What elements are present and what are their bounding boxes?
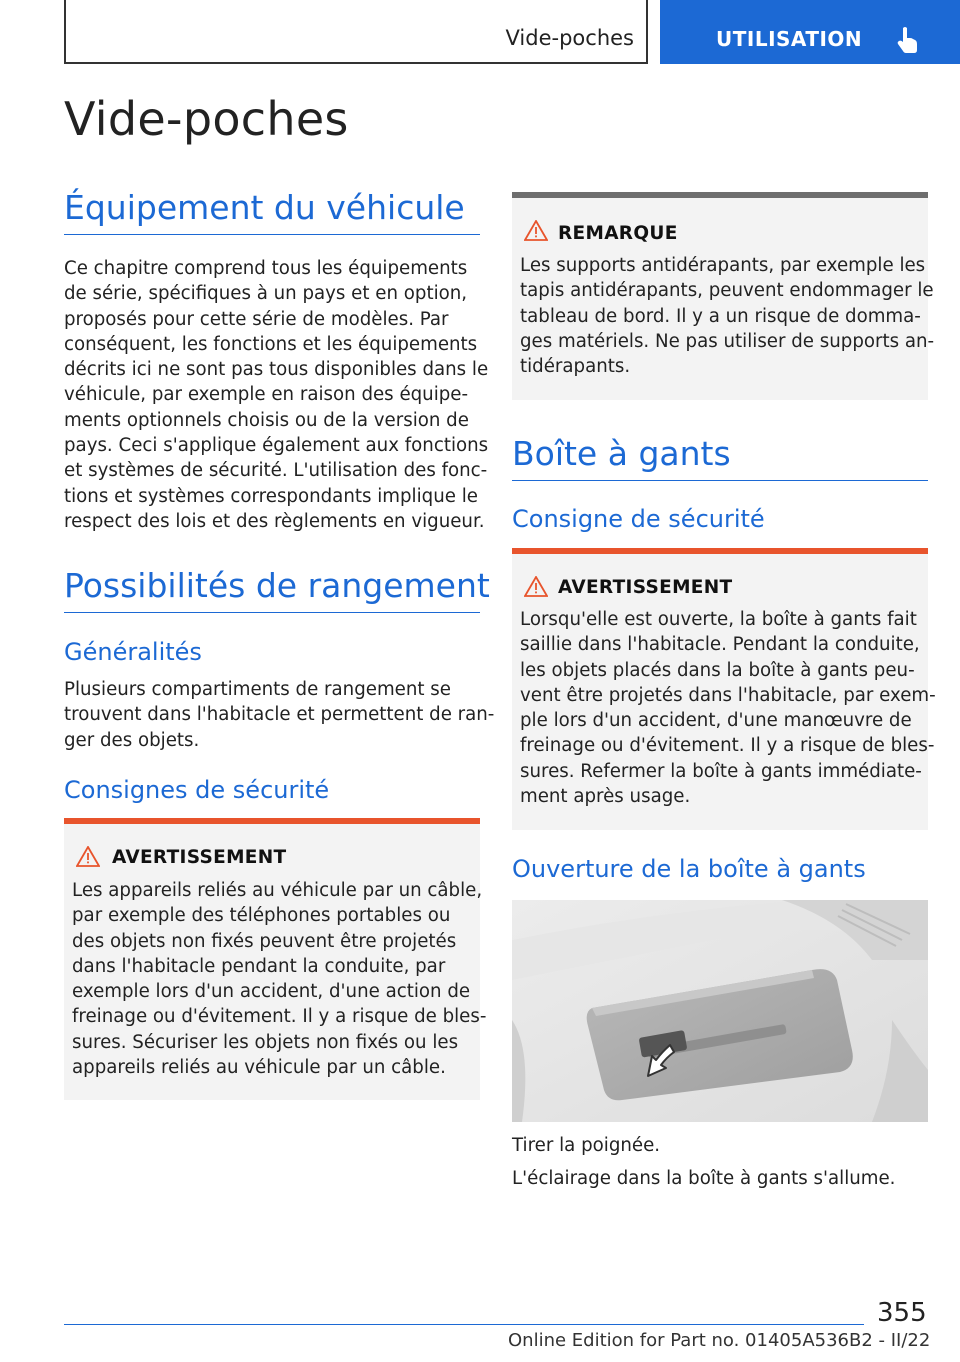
header-chapter-tab[interactable] (660, 0, 960, 64)
warning-title: AVERTISSEMENT (558, 577, 733, 598)
warning-bar (64, 818, 480, 824)
page-number: 355 (877, 1298, 927, 1328)
warning-triangle-icon (76, 846, 100, 867)
warning-text: Lorsqu'elle est ouverte, la boîte à gants fait saillie dans l'habitacle. Pendant la conduite, les objets placés dans la boîte à gants peu- vent être projetés dans l'habitacle, par exem- ple lors d'un accident, d'une manœuvre de freinage ou d'évitement. Il y a risque de bles- sures. Refermer la boîte à gants immédiate- ment après usage. (520, 609, 936, 808)
heading-boite: Boîte à gants (512, 434, 731, 473)
footer-rule (64, 1324, 864, 1325)
glovebox-illustration (512, 900, 928, 1122)
warning-box-right (512, 548, 936, 830)
heading-consigne: Consigne de sécurité (512, 505, 765, 533)
heading-rule (64, 612, 480, 613)
heading-rule (512, 480, 928, 481)
heading-consignes: Consignes de sécurité (64, 776, 330, 804)
heading-ouverture: Ouverture de la boîte à gants (512, 855, 866, 883)
warning-title: AVERTISSEMENT (112, 847, 287, 868)
remarque-box (512, 192, 935, 400)
heading-rangement: Possibilités de rangement (64, 566, 490, 605)
step-1: Tirer la poignée. (512, 1135, 661, 1156)
footer-edition: Online Edition for Part no. 01405A536B2 - II/22 (508, 1330, 931, 1351)
equipement-paragraph: Ce chapitre comprend tous les équipements de série, spécifiques à un pays et en option, proposés pour cette série de modèles. Par conséquent, les fonctions et les équipements décrits ici ne sont pas tous disponibles dans le véhicule, par exemple en raison des équipe- ments optionnels choisis ou de la version de pays. Ceci s'applique également aux fonctions et systèmes de sécurité. L'utilisation des fonc- tions et systèmes correspondants implique le respect des lois et des règlements en vigueur. (64, 258, 489, 532)
warning-triangle-icon (524, 220, 548, 241)
warning-box-left (64, 818, 487, 1100)
header-section-title: Vide-poches (505, 26, 634, 50)
header-chapter-label: UTILISATION (716, 27, 863, 51)
remarque-title: REMARQUE (558, 223, 678, 244)
heading-equipement: Équipement du véhicule (64, 188, 465, 227)
warning-text: Les appareils reliés au véhicule par un câble, par exemple des téléphones portables ou des objets non fixés peuvent être projetés dans l'habitacle pendant la conduite, par exemple lors d'un accident, d'une action de freinage ou d'évitement. Il y a risque de bles- sures. Sécuriser les objets non fixés ou les appareils reliés au véhicule par un câble. (72, 880, 487, 1079)
generalites-paragraph: Plusieurs compartiments de rangement se trouvent dans l'habitacle et permettent de ran- ger des objets. (64, 679, 495, 751)
pointing-hand-icon (896, 26, 918, 54)
remarque-text: Les supports antidérapants, par exemple les tapis antidérapants, peuvent endommager le tableau de bord. Il y a un risque de domma- ges matériels. Ne pas utiliser de supports an- tidérapants. (520, 255, 935, 378)
page-title: Vide-poches (64, 92, 349, 146)
warning-triangle-icon (524, 576, 548, 597)
step-2: L'éclairage dans la boîte à gants s'allume. (512, 1168, 896, 1189)
warning-bar (512, 548, 928, 554)
remarque-bar (512, 192, 928, 198)
heading-rule (64, 234, 480, 235)
heading-generalites: Généralités (64, 638, 202, 666)
